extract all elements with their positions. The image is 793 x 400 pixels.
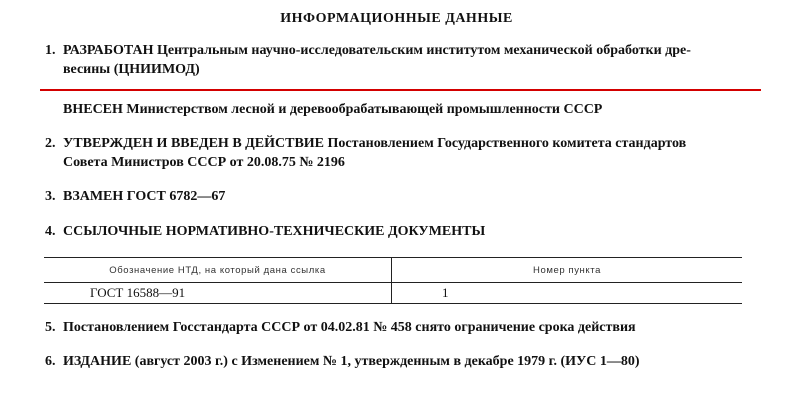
item-restriction-lifted <box>45 318 750 337</box>
item-text: Постановлением Госстандарта СССР от 04.02.81 № 458 снято ограничение срока действия <box>63 320 636 335</box>
red-underline <box>40 89 761 91</box>
item-text: ССЫЛОЧНЫЕ НОРМАТИВНО-ТЕХНИЧЕСКИЕ ДОКУМЕНТЫ <box>63 224 486 239</box>
table-header-row <box>44 258 742 283</box>
item-edition <box>45 352 750 371</box>
column-header-designation: Обозначение НТД, на который дана ссылка <box>44 258 392 282</box>
item-text: ИЗДАНИЕ (август 2003 г.) с Изменением № 1, утвержденным в декабре 1979 г. (ИУС 1—80) <box>63 354 640 369</box>
item-heading: ВНЕСЕН <box>63 102 123 117</box>
item-number: 4. <box>45 224 56 239</box>
item-developed-line2: весины (ЦНИИМОД) <box>63 62 200 77</box>
item-number: 2. <box>45 136 56 151</box>
item-references <box>45 222 750 241</box>
table-cell-designation: ГОСТ 16588—91 <box>44 283 392 303</box>
item-introduced <box>45 100 750 119</box>
item-number: 6. <box>45 354 56 369</box>
page-title: ИНФОРМАЦИОННЫЕ ДАННЫЕ <box>280 11 513 26</box>
item-approved <box>45 134 750 172</box>
item-text: Постановлением Государственного комитета стандартов <box>327 136 687 151</box>
item-heading: УТВЕРЖДЕН И ВВЕДЕН В ДЕЙСТВИЕ <box>63 136 325 151</box>
item-replaces <box>45 187 750 206</box>
item-number: 3. <box>45 189 56 204</box>
table-cell-clause: 1 <box>442 285 449 300</box>
item-text: Министерством лесной и деревообрабатывающей промышленности СССР <box>126 102 603 117</box>
item-developed <box>45 41 750 79</box>
item-number: 5. <box>45 320 56 335</box>
references-table <box>44 257 742 304</box>
item-approved-line2: Совета Министров СССР от 20.08.75 № 2196 <box>63 155 345 170</box>
table-row <box>44 283 742 303</box>
item-text: ВЗАМЕН ГОСТ 6782—67 <box>63 189 226 204</box>
column-header-clause: Номер пункта <box>532 264 601 276</box>
item-number: 1. <box>45 43 56 58</box>
item-heading: РАЗРАБОТАН <box>63 43 154 58</box>
item-text: Центральным научно-исследовательским институтом механической обработки дре- <box>156 43 691 58</box>
item-developed-line1 <box>45 41 750 60</box>
